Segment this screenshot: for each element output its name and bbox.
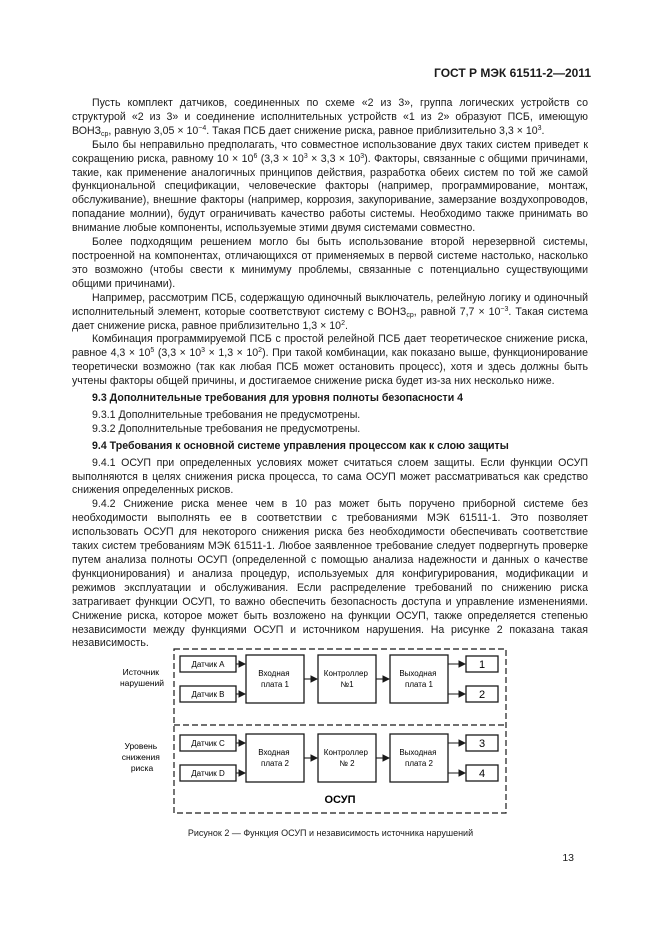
svg-text:Выходная плата 1: Выходная плата 1: [399, 669, 437, 689]
output-1-box: [466, 656, 498, 672]
label-disturbance-source: Источник нарушений: [119, 667, 165, 688]
body-text: [72, 97, 588, 651]
input-board-1: [246, 655, 304, 703]
svg-text:Входная плата 2: Входная плата 2: [258, 748, 290, 768]
sensor-b-box: [180, 686, 236, 702]
sensor-d-box: [180, 765, 236, 781]
svg-text:Датчик В: Датчик В: [191, 690, 225, 699]
svg-text:Входная плата 1: Входная плата 1: [258, 669, 290, 689]
svg-text:Датчик D: Датчик D: [191, 769, 225, 778]
document-header: ГОСТ Р МЭК 61511-2—2011: [434, 66, 591, 80]
bpcs-label: ОСУП: [324, 794, 356, 806]
svg-text:Выходная плата 2: Выходная плата 2: [399, 748, 437, 768]
output-board-1: [390, 655, 448, 703]
svg-text:4: 4: [478, 768, 486, 780]
svg-text:2: 2: [478, 689, 486, 701]
svg-text:Датчик С: Датчик С: [191, 739, 225, 748]
paragraph: Комбинация программируемой ПСБ с простой релейной ПСБ дает теоретическое снижение риска, равное $4,3 \times 10^5$ $(3,3 \times 10^3 \times 1,3 \times 10^2)$. При такой комбинации, как показано выше, функционирование теоретически возможно (так как любая ПСБ может остановить процесс), хотя и здесь должны быть учтены факторы общей причины, и достигаемое снижение риска будет из-за них несколько ниже.: [72, 333, 588, 388]
paragraph: 9.3.1 Дополнительные требования не предусмотрены.: [92, 408, 361, 421]
paragraph: Например, рассмотрим ПСБ, содержащую одиночный выключатель, релейную логику и одиночный исполнительный элемент, которые соответствуют систему с $ВОНЗ_{ср}$, равной $7,7 \times 10^{-3}$. Такая система дает снижение риска, равное приблизительно $1,3 \times 10^2$.: [72, 291, 589, 332]
output-board-2: [390, 734, 448, 782]
output-2-box: [466, 686, 498, 702]
sensor-c-box: [180, 735, 236, 751]
controller-2: [318, 734, 376, 782]
section-heading: 9.3 Дополнительные требования для уровня полноты безопасности 4: [92, 392, 464, 405]
section-heading: 9.4 Требования к основной системе управления процессом как к слою защиты: [92, 439, 509, 452]
paragraph: Было бы неправильно предполагать, что совместное использование двух таких систем приведет к сокращению риска, равному $10 \times 10^6$ $(3,3 \times 10^3 \times 3,3 \times 10^3)$. Факторы, связанные с общими причинами, такие, как применение аналогичных принципов действия, разработка обеих систем по той же самой функциональной спецификации, человеческие факторы (например, программирование, монтаж, обслуживание), внешние факторы (например, коррозия, закупоривание, замерзание воздухопроводов, попадание молнии), будут ограничивать качество работы системы. Необходимо также принимать во внимание любые компоненты, используемые этими двумя системами совместно.: [72, 138, 588, 235]
figure-caption: Рисунок 2 — Функция ОСУП и независимость источника нарушений: [187, 828, 474, 838]
svg-text:Датчик А: Датчик А: [191, 660, 225, 669]
paragraph: 9.4.1 ОСУП при определенных условиях может считаться слоем защиты. Если функции ОСУП выполняются в целях снижения риска процесса, то сама ОСУП может рассматриваться как средство снижения определенных рисков.: [72, 456, 588, 497]
svg-text:3: 3: [478, 738, 486, 750]
paragraph: Более подходящим решением могло бы быть использование второй нерезервной системы, построенной на компонентах, отличающихся от применяемых в первой системе настолько, насколько это возможно (чтобы свести к минимуму проблемы, связанные с потенциально существующими общими причинами).: [72, 236, 588, 290]
page-number: 13: [562, 852, 574, 864]
label-risk-reduction-level: Уровень снижения риска: [121, 741, 160, 773]
svg-text:Контроллер № 2: Контроллер № 2: [323, 748, 368, 768]
controller-1: [318, 655, 376, 703]
sensor-a-box: [180, 656, 236, 672]
paragraph: 9.3.2 Дополнительные требования не предусмотрены.: [92, 422, 361, 435]
output-4-box: [466, 765, 498, 781]
svg-text:Контроллер №1: Контроллер №1: [323, 669, 368, 689]
figure-2-diagram: [112, 645, 512, 817]
output-3-box: [466, 735, 498, 751]
svg-text:1: 1: [478, 659, 486, 671]
paragraph: 9.4.2 Снижение риска менее чем в 10 раз может быть поручено приборной системе без необходимости выполнять ее в соответствии с требованиями МЭК 61511-1. Это позволяет использовать ОСУП для некоторого снижения риска без необходимости обеспечивать соответствие таких систем требованиям МЭК 61511-1. Любое заявленное требование следует подвергнуть проверке путем анализа полноты ОСУП (определенной с помощью анализа надежности и данных о качестве функционирования) и анализа процедур, используемых для конфигурирования, модификации и режимов эксплуатации и обслуживания. Если распределение требований по снижению риска затрагивает функции ОСУП, то важно обеспечить безопасность доступа и управление изменениями. Снижение риска, которое может быть возложено на функции ОСУП, также определяется степенью независимости между функциями ОСУП и источником нарушения. На рисунке 2 показана такая независимость.: [72, 498, 588, 650]
input-board-2: [246, 734, 304, 782]
paragraph: Пусть комплект датчиков, соединенных по схеме «2 из 3», группа логических устройств со структурой «2 из 3» и соединение исполнительных устройств «1 из 2» образуют ПСБ, имеющую $ВОНЗ_{ср}$, равную $3,05 \times 10^{-4}$. Такая ПСБ дает снижение риска, равное приблизительно $3,3 \times 10^3$.: [72, 97, 588, 138]
